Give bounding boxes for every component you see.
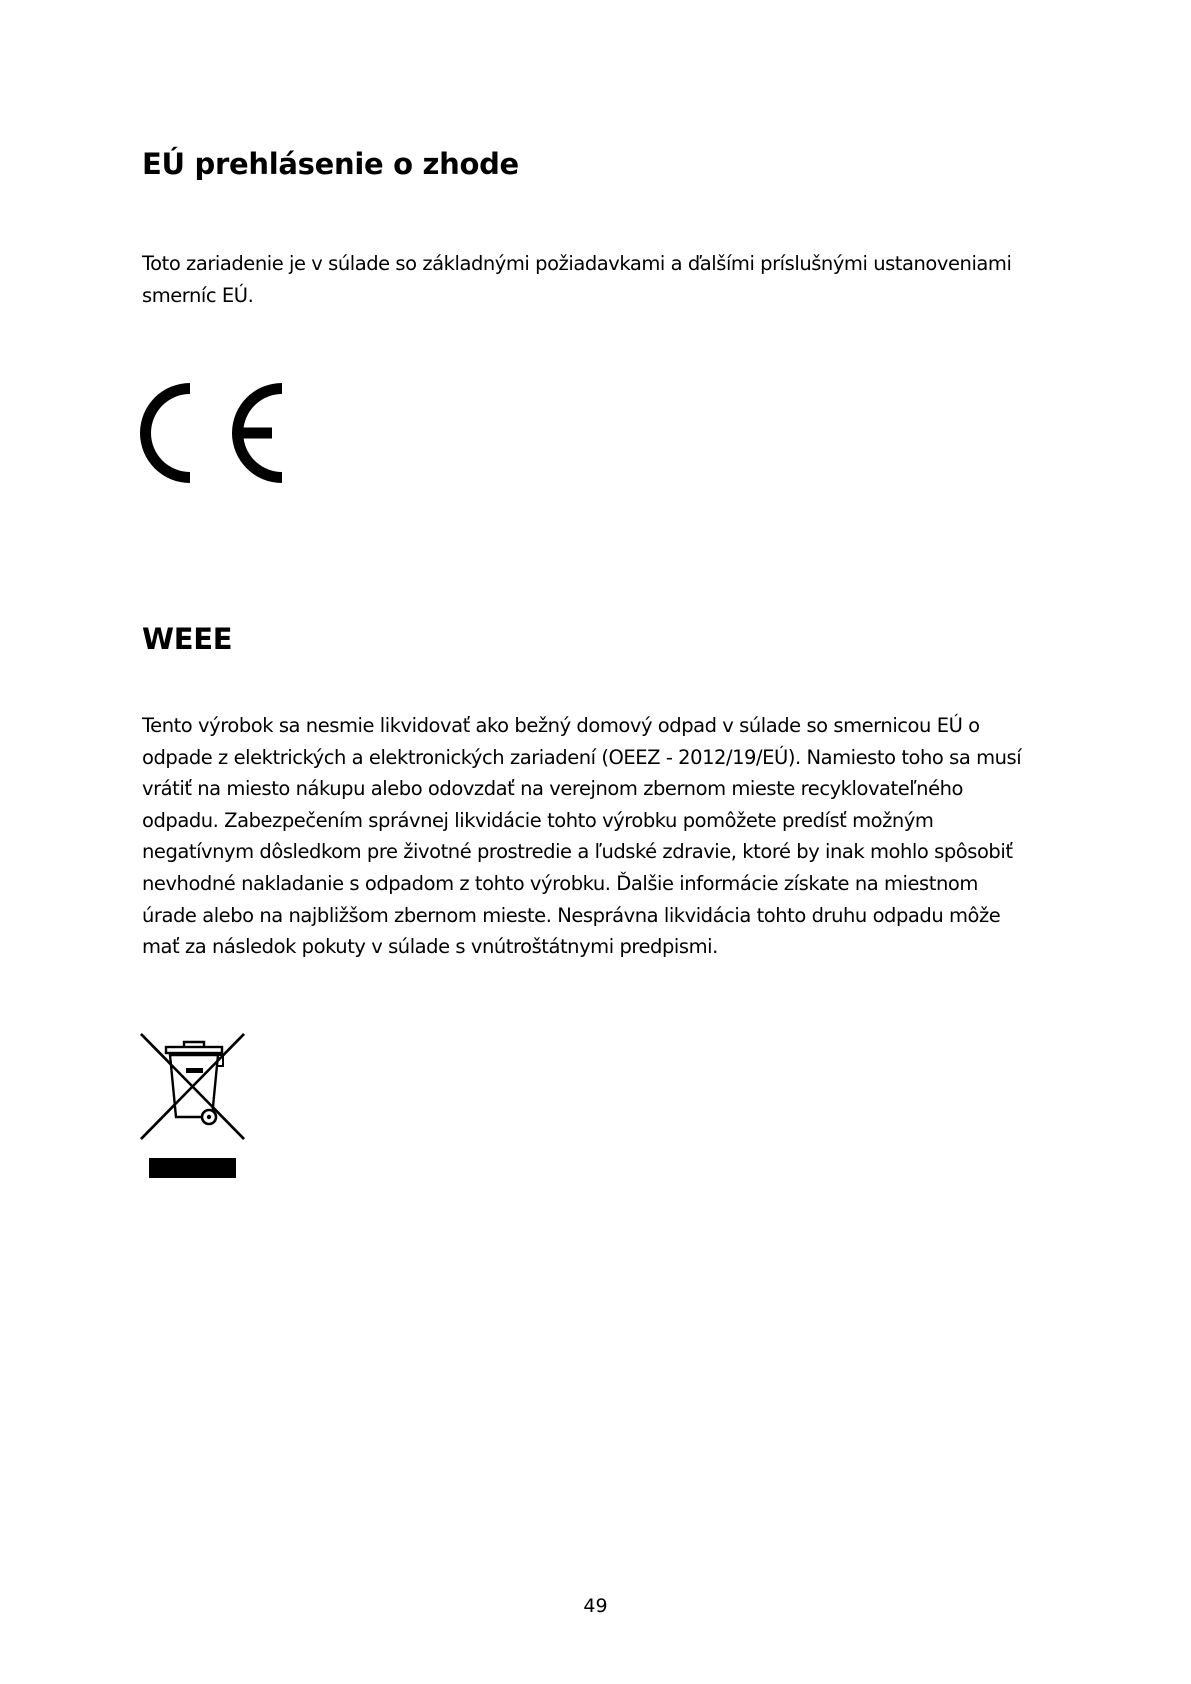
text-line: Tento výrobok sa nesmie likvidovať ako bežný domový odpad v súlade so smernicou EÚ o [142, 714, 980, 737]
eu-declaration-text [142, 248, 1062, 311]
text-line: mať za následok pokuty v súlade s vnútroštátnymi predpismi. [142, 935, 718, 959]
text-line: vrátiť na miesto nákupu alebo odovzdať na verejnom zbernom mieste recyklovateľného [142, 777, 964, 801]
text-line: Toto zariadenie je v súlade so základnými požiadavkami a ďalšími príslušnými ustanoveniami [142, 252, 1012, 275]
page-number: 49 [583, 1595, 608, 1617]
text-line: odpadu. Zabezpečením správnej likvidácie tohto výrobku pomôžete predísť možným [142, 808, 934, 832]
eu-declaration-heading: EÚ prehlásenie o zhode [142, 147, 519, 181]
crossed-out-wheelie-bin-icon [140, 1033, 248, 1178]
text-line: negatívnym dôsledkom pre životné prostredie a ľudské zdravie, ktoré by inak mohlo spôsobiť [142, 840, 1013, 864]
weee-heading: WEEE [142, 622, 233, 656]
text-line: úrade alebo na najbližšom zbernom mieste. Nesprávna likvidácia tohto druhu odpadu môže [142, 903, 1001, 927]
text-line: nevhodné nakladanie s odpadom z tohto výrobku. Ďalšie informácie získate na miestnom [142, 871, 978, 895]
weee-text [142, 710, 1062, 963]
ce-mark-icon [140, 383, 282, 483]
text-line: smerníc EÚ. [142, 283, 254, 307]
text-line: odpade z elektrických a elektronických zariadení (OEEZ - 2012/19/EÚ). Namiesto toho sa musí [142, 745, 1022, 769]
